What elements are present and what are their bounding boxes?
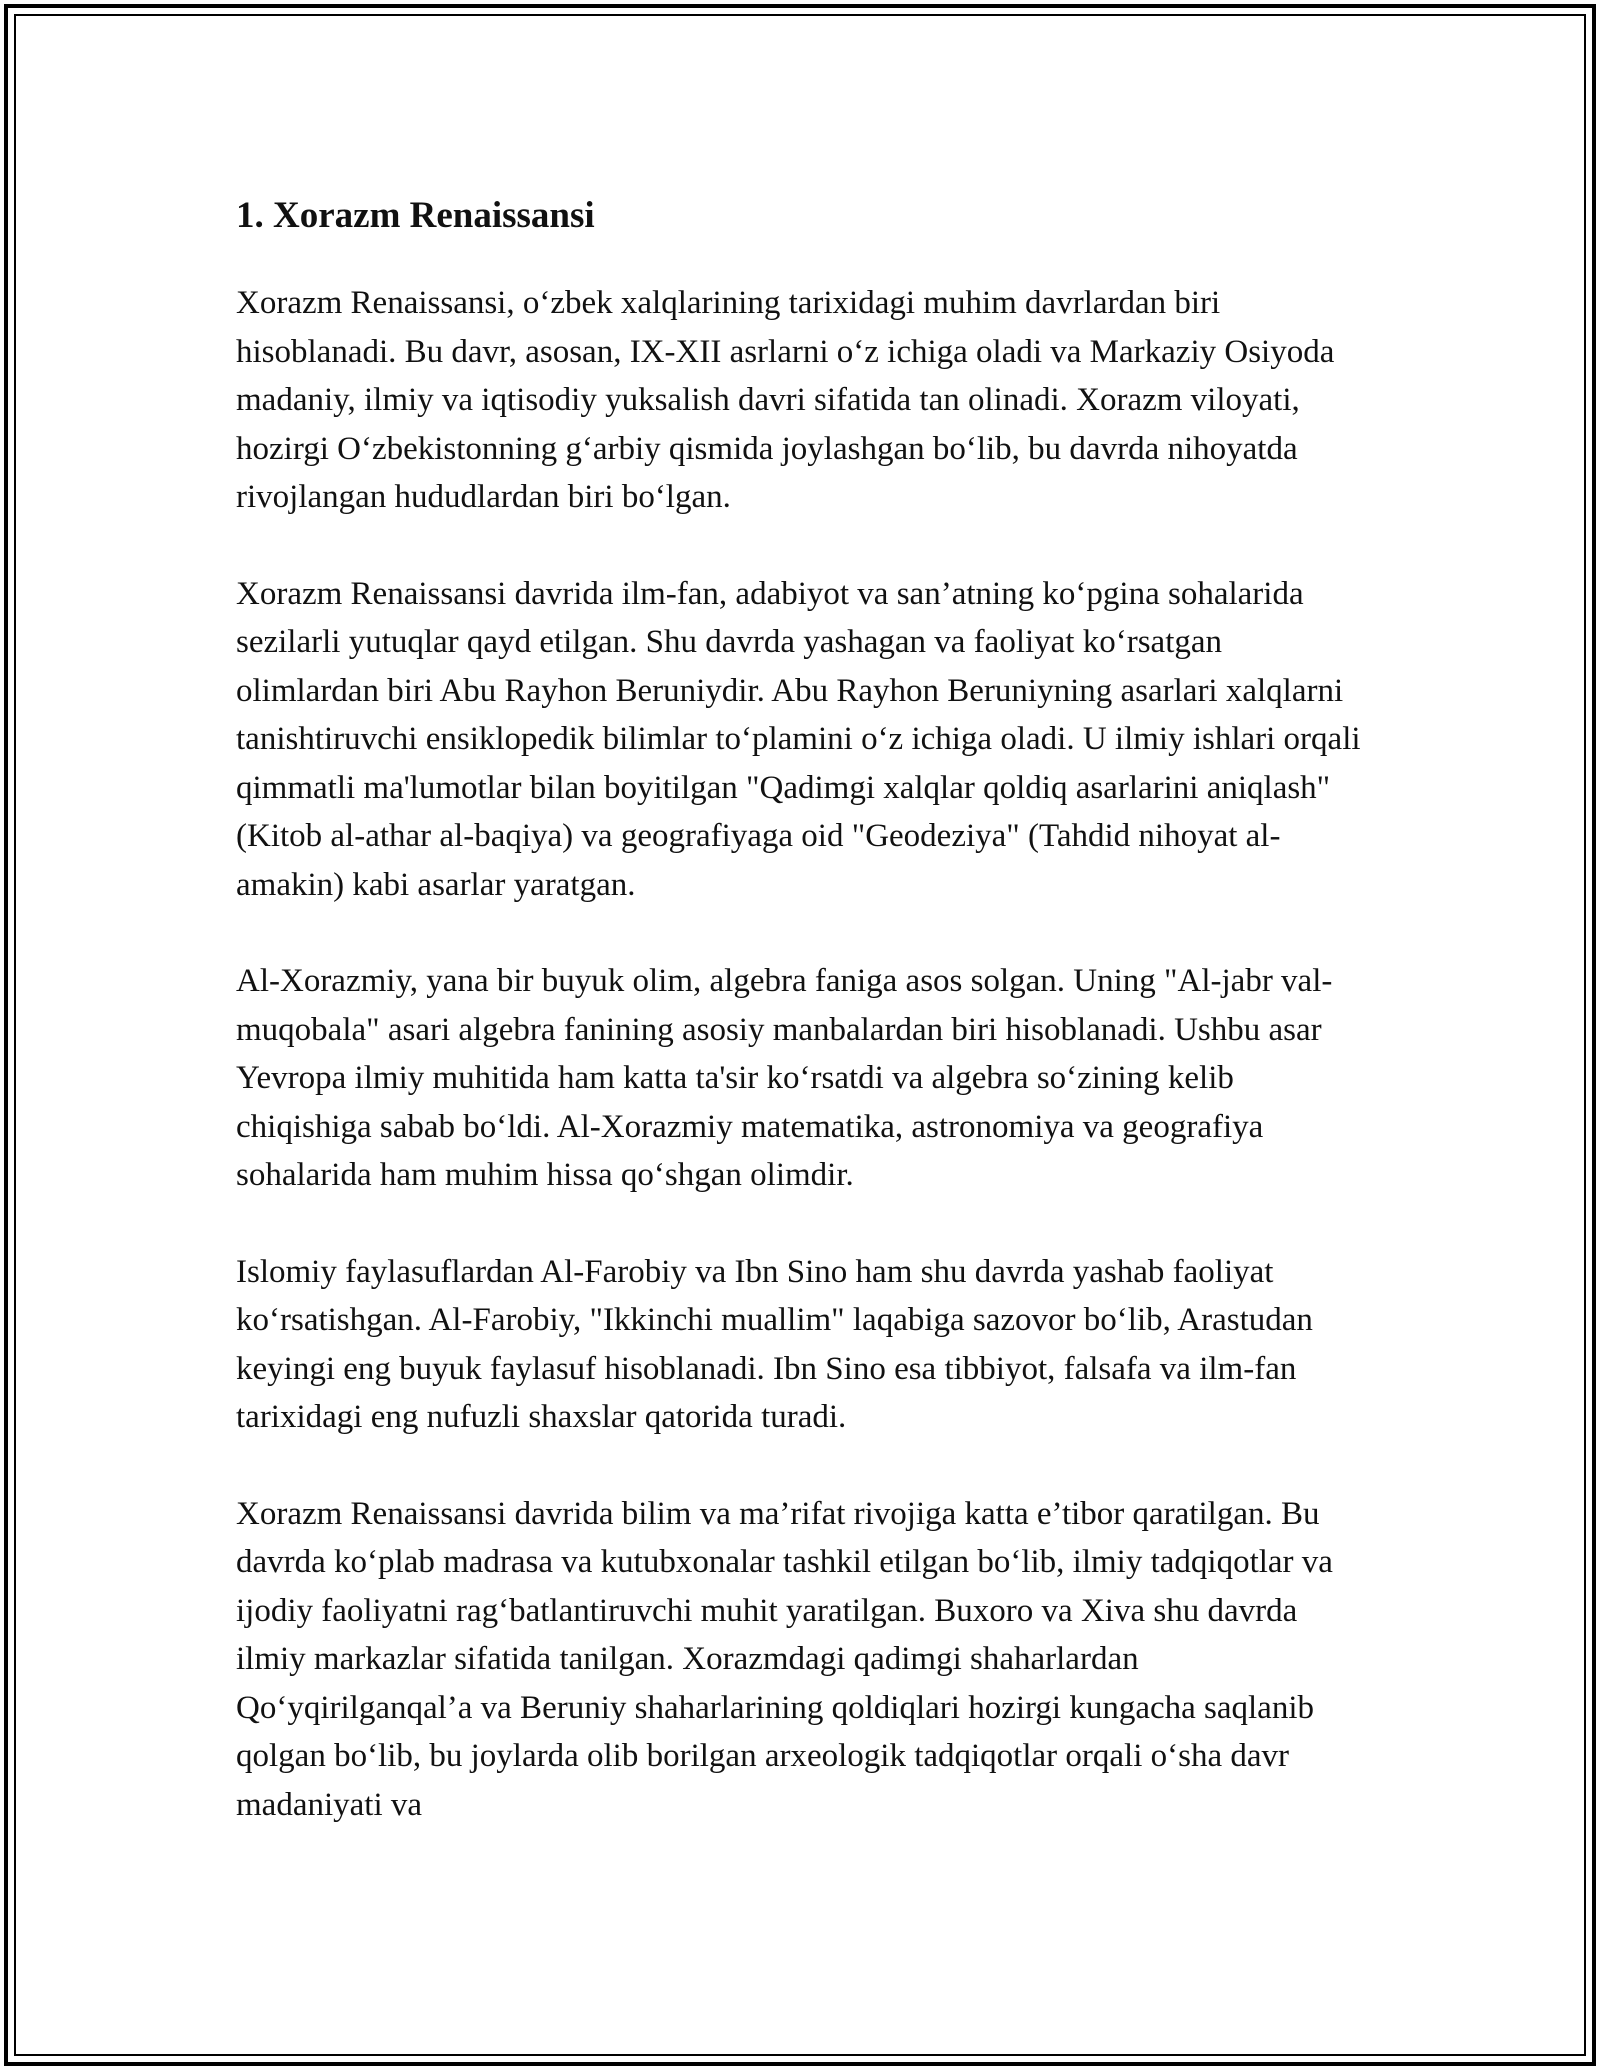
paragraph-al-xorazmiy: Al-Xorazmiy, yana bir buyuk olim, algebra faniga asos solgan. Uning "Al-jabr val-muqobala" asari algebra fanining asosiy manbalardan biri hisoblanadi. Ushbu asar Yevropa ilmiy muhitida ham katta ta'sir ko‘rsatdi va algebra so‘zining kelib chiqishiga sabab bo‘ldi. Al-Xorazmiy matematika, astronomiya va geografiya sohalarida ham muhim hissa qo‘shgan olimdir. [236,963,1333,1193]
paragraph-farobiy-ibn-sino: Islomiy faylasuflardan Al-Farobiy va Ibn Sino ham shu davrda yashab faoliyat ko‘rsatishgan. Al-Farobiy, "Ikkinchi muallim" laqabiga sazovor bo‘lib, Arastudan keyingi eng buyuk faylasuf hisoblanadi. Ibn Sino esa tibbiyot, falsafa va ilm-fan tarixidagi eng nufuzli shaxslar qatorida turadi. [236,1253,1313,1435]
paragraph-education: Xorazm Renaissansi davrida bilim va ma’rifat rivojiga katta e’tibor qaratilgan. Bu davrda ko‘plab madrasa va kutubxonalar tashkil etilgan bo‘lib, ilmiy tadqiqotlar va ijodiy faoliyatni rag‘batlantiruvchi muhit yaratilgan. Buxoro va Xiva shu davrda ilmiy markazlar sifatida tanilgan. Xorazmdagi qadimgi shaharlardan Qo‘yqirilganqal’a va Beruniy shaharlarining qoldiqlari hozirgi kungacha saqlanib qolgan bo‘lib, bu joylarda olib borilgan arxeologik tadqiqotlar orqali o‘sha davr madaniyati va [236,1495,1333,1823]
section-heading: 1. Xorazm Renaissansi [236,195,595,236]
paragraph-beruniy: Xorazm Renaissansi davrida ilm-fan, adabiyot va san’atning ko‘pgina sohalarida sezilarli yutuqlar qayd etilgan. Shu davrda yashagan va faoliyat ko‘rsatgan olimlardan biri Abu Rayhon Beruniydir. Abu Rayhon Beruniyning asarlari xalqlarni tanishtiruvchi ensiklopedik bilimlar to‘plamini o‘z ichiga oladi. U ilmiy ishlari orqali qimmatli ma'lumotlar bilan boyitilgan "Qadimgi xalqlar qoldiq asarlarini aniqlash" (Kitob al-athar al-baqiya) va geografiyaga oid "Geodeziya" (Tahdid nihoyat al-amakin) kabi asarlar yaratgan. [236,575,1361,903]
document-body [236,183,1366,1877]
paragraph-intro: Xorazm Renaissansi, o‘zbek xalqlarining tarixidagi muhim davrlardan biri hisoblanadi. Bu davr, asosan, IX-XII asrlarni o‘z ichiga oladi va Markaziy Osiyoda madaniy, ilmiy va iqtisodiy yuksalish davri sifatida tan olinadi. Xorazm viloyati, hozirgi O‘zbekistonning g‘arbiy qismida joylashgan bo‘lib, bu davrda nihoyatda rivojlangan hududlardan biri bo‘lgan. [236,285,1335,515]
